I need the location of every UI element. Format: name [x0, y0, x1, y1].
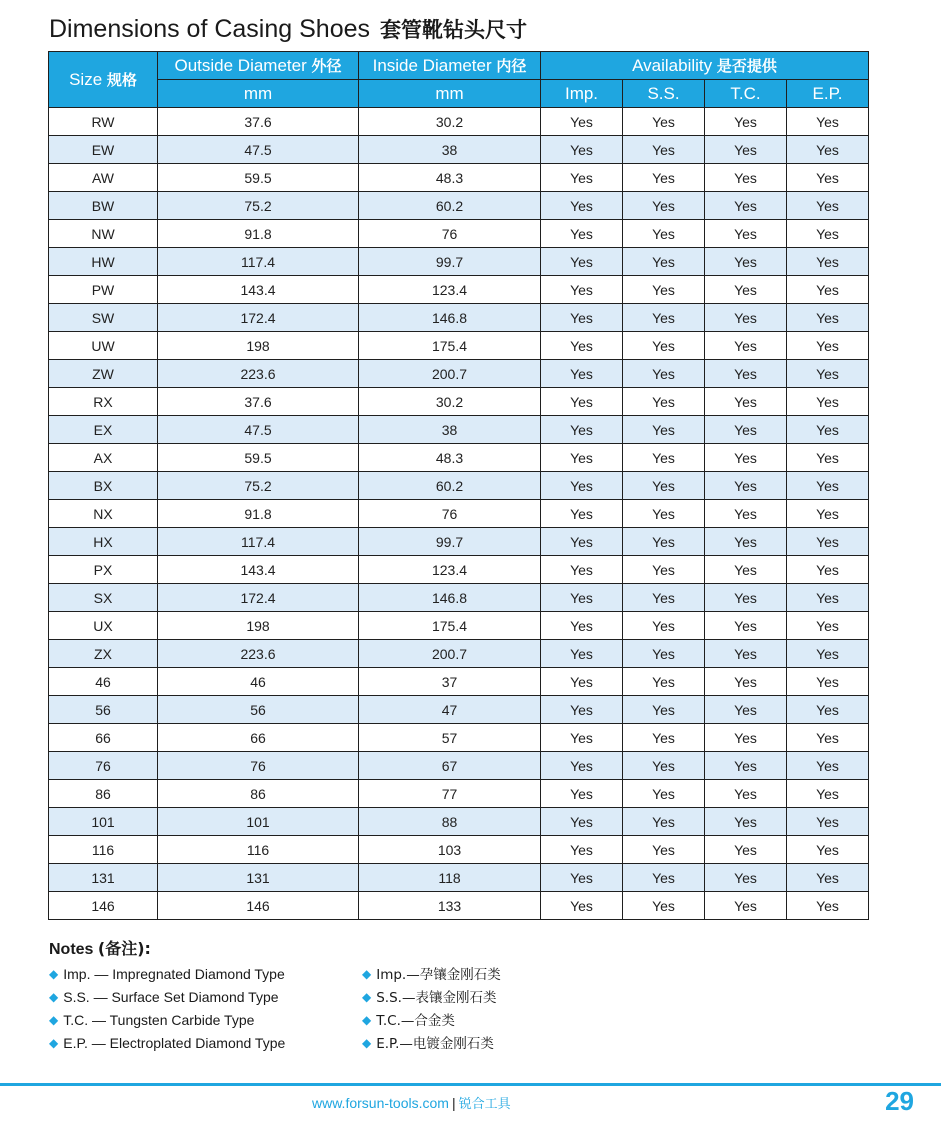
cell-ep: Yes	[787, 724, 869, 752]
cell-inside-diameter: 30.2	[359, 388, 541, 416]
note-item	[362, 963, 501, 986]
cell-ss: Yes	[623, 192, 705, 220]
table-row	[49, 836, 869, 864]
notes-title: Notes (备注):	[49, 939, 151, 958]
note-text: S.S. — Surface Set Diamond Type	[63, 989, 279, 1005]
cell-outside-diameter: 56	[158, 696, 359, 724]
cell-imp: Yes	[541, 416, 623, 444]
cell-tc: Yes	[705, 808, 787, 836]
cell-tc: Yes	[705, 584, 787, 612]
cell-size: 86	[49, 780, 158, 808]
cell-outside-diameter: 91.8	[158, 500, 359, 528]
note-item	[49, 1032, 285, 1055]
cell-ss: Yes	[623, 864, 705, 892]
cell-tc: Yes	[705, 696, 787, 724]
cell-imp: Yes	[541, 864, 623, 892]
table-row	[49, 108, 869, 136]
cell-ep: Yes	[787, 892, 869, 920]
cell-outside-diameter: 101	[158, 808, 359, 836]
cell-inside-diameter: 200.7	[359, 640, 541, 668]
cell-ss: Yes	[623, 752, 705, 780]
table-body	[49, 108, 869, 920]
cell-ss: Yes	[623, 528, 705, 556]
table-row	[49, 164, 869, 192]
cell-imp: Yes	[541, 108, 623, 136]
cell-ss: Yes	[623, 472, 705, 500]
cell-size: 146	[49, 892, 158, 920]
cell-inside-diameter: 200.7	[359, 360, 541, 388]
table-row	[49, 892, 869, 920]
page-number: 29	[885, 1086, 914, 1116]
cell-imp: Yes	[541, 612, 623, 640]
diamond-bullet-icon: ◆	[49, 1013, 59, 1027]
cell-outside-diameter: 59.5	[158, 164, 359, 192]
diamond-bullet-icon: ◆	[362, 967, 372, 981]
table-row	[49, 752, 869, 780]
cell-ss: Yes	[623, 696, 705, 724]
cell-inside-diameter: 76	[359, 220, 541, 248]
cell-size: 46	[49, 668, 158, 696]
cell-ss: Yes	[623, 724, 705, 752]
table-row	[49, 304, 869, 332]
cell-inside-diameter: 133	[359, 892, 541, 920]
cell-outside-diameter: 223.6	[158, 640, 359, 668]
cell-inside-diameter: 48.3	[359, 164, 541, 192]
cell-inside-diameter: 67	[359, 752, 541, 780]
cell-tc: Yes	[705, 304, 787, 332]
table-row	[49, 416, 869, 444]
cell-inside-diameter: 57	[359, 724, 541, 752]
cell-inside-diameter: 118	[359, 864, 541, 892]
cell-tc: Yes	[705, 248, 787, 276]
cell-imp: Yes	[541, 136, 623, 164]
cell-inside-diameter: 30.2	[359, 108, 541, 136]
cell-inside-diameter: 76	[359, 500, 541, 528]
table-row	[49, 724, 869, 752]
cell-outside-diameter: 47.5	[158, 416, 359, 444]
cell-size: EX	[49, 416, 158, 444]
notes-english-list	[49, 963, 285, 1055]
cell-tc: Yes	[705, 444, 787, 472]
note-item	[49, 1009, 285, 1032]
table-row	[49, 220, 869, 248]
cell-size: ZX	[49, 640, 158, 668]
cell-tc: Yes	[705, 192, 787, 220]
diamond-bullet-icon: ◆	[362, 1013, 372, 1027]
cell-size: 116	[49, 836, 158, 864]
footer-separator: |	[451, 1095, 456, 1111]
cell-inside-diameter: 77	[359, 780, 541, 808]
cell-outside-diameter: 76	[158, 752, 359, 780]
cell-inside-diameter: 123.4	[359, 276, 541, 304]
note-item	[362, 986, 501, 1009]
notes-chinese-list	[362, 963, 501, 1055]
header-od-unit: mm	[158, 80, 359, 108]
cell-inside-diameter: 38	[359, 136, 541, 164]
table-row	[49, 528, 869, 556]
cell-imp: Yes	[541, 556, 623, 584]
cell-inside-diameter: 47	[359, 696, 541, 724]
note-text: Imp.—孕镶金刚石类	[376, 967, 501, 983]
cell-inside-diameter: 146.8	[359, 584, 541, 612]
table-row	[49, 808, 869, 836]
table-row	[49, 192, 869, 220]
cell-imp: Yes	[541, 360, 623, 388]
cell-outside-diameter: 59.5	[158, 444, 359, 472]
note-text: E.P. — Electroplated Diamond Type	[63, 1035, 286, 1051]
cell-outside-diameter: 47.5	[158, 136, 359, 164]
cell-ep: Yes	[787, 584, 869, 612]
table-row	[49, 332, 869, 360]
cell-size: UW	[49, 332, 158, 360]
table-row	[49, 136, 869, 164]
cell-ss: Yes	[623, 836, 705, 864]
cell-inside-diameter: 146.8	[359, 304, 541, 332]
cell-outside-diameter: 86	[158, 780, 359, 808]
cell-ss: Yes	[623, 416, 705, 444]
diamond-bullet-icon: ◆	[362, 990, 372, 1004]
cell-size: NX	[49, 500, 158, 528]
cell-inside-diameter: 60.2	[359, 472, 541, 500]
cell-outside-diameter: 37.6	[158, 108, 359, 136]
cell-imp: Yes	[541, 472, 623, 500]
table-row	[49, 444, 869, 472]
cell-tc: Yes	[705, 892, 787, 920]
cell-imp: Yes	[541, 528, 623, 556]
cell-outside-diameter: 37.6	[158, 388, 359, 416]
cell-ss: Yes	[623, 780, 705, 808]
note-text: T.C.—合金类	[376, 1013, 455, 1029]
cell-ss: Yes	[623, 668, 705, 696]
cell-imp: Yes	[541, 220, 623, 248]
header-type-imp: Imp.	[541, 80, 623, 108]
cell-tc: Yes	[705, 864, 787, 892]
footer	[312, 1093, 511, 1112]
note-text: S.S.—表镶金刚石类	[376, 990, 497, 1006]
header-type-ep: E.P.	[787, 80, 869, 108]
table-row	[49, 388, 869, 416]
cell-tc: Yes	[705, 416, 787, 444]
casing-shoe-dimensions-table	[48, 51, 869, 920]
cell-imp: Yes	[541, 164, 623, 192]
cell-imp: Yes	[541, 332, 623, 360]
cell-ep: Yes	[787, 304, 869, 332]
cell-outside-diameter: 75.2	[158, 192, 359, 220]
header-id-unit: mm	[359, 80, 541, 108]
cell-ep: Yes	[787, 248, 869, 276]
table-row	[49, 500, 869, 528]
cell-size: RW	[49, 108, 158, 136]
cell-ss: Yes	[623, 388, 705, 416]
cell-outside-diameter: 143.4	[158, 276, 359, 304]
cell-tc: Yes	[705, 780, 787, 808]
cell-imp: Yes	[541, 444, 623, 472]
table-row	[49, 864, 869, 892]
cell-ep: Yes	[787, 276, 869, 304]
cell-size: 76	[49, 752, 158, 780]
note-text: Imp. — Impregnated Diamond Type	[63, 966, 285, 982]
cell-ss: Yes	[623, 248, 705, 276]
cell-outside-diameter: 223.6	[158, 360, 359, 388]
cell-ss: Yes	[623, 136, 705, 164]
footer-website: www.forsun-tools.com	[312, 1095, 449, 1111]
cell-ep: Yes	[787, 332, 869, 360]
note-item	[49, 986, 285, 1009]
cell-tc: Yes	[705, 500, 787, 528]
cell-ep: Yes	[787, 864, 869, 892]
cell-ss: Yes	[623, 304, 705, 332]
cell-ep: Yes	[787, 528, 869, 556]
cell-tc: Yes	[705, 360, 787, 388]
cell-size: AW	[49, 164, 158, 192]
cell-imp: Yes	[541, 640, 623, 668]
header-size: Size 规格	[49, 52, 158, 108]
cell-ep: Yes	[787, 220, 869, 248]
cell-size: 56	[49, 696, 158, 724]
cell-ep: Yes	[787, 668, 869, 696]
table-row	[49, 472, 869, 500]
cell-size: RX	[49, 388, 158, 416]
cell-ss: Yes	[623, 556, 705, 584]
cell-tc: Yes	[705, 836, 787, 864]
cell-tc: Yes	[705, 108, 787, 136]
cell-ep: Yes	[787, 780, 869, 808]
footer-divider	[0, 1083, 941, 1086]
cell-imp: Yes	[541, 780, 623, 808]
cell-ss: Yes	[623, 276, 705, 304]
cell-tc: Yes	[705, 164, 787, 192]
cell-outside-diameter: 46	[158, 668, 359, 696]
cell-inside-diameter: 88	[359, 808, 541, 836]
cell-inside-diameter: 175.4	[359, 612, 541, 640]
cell-outside-diameter: 143.4	[158, 556, 359, 584]
cell-size: UX	[49, 612, 158, 640]
cell-ep: Yes	[787, 472, 869, 500]
cell-size: SX	[49, 584, 158, 612]
cell-tc: Yes	[705, 556, 787, 584]
cell-ep: Yes	[787, 388, 869, 416]
cell-ep: Yes	[787, 696, 869, 724]
cell-size: SW	[49, 304, 158, 332]
diamond-bullet-icon: ◆	[362, 1036, 372, 1050]
header-availability: Availability 是否提供	[541, 52, 869, 80]
cell-ep: Yes	[787, 136, 869, 164]
page-title-cn: 套管靴钻头尺寸	[380, 18, 527, 42]
note-item	[362, 1009, 501, 1032]
cell-tc: Yes	[705, 612, 787, 640]
cell-ss: Yes	[623, 892, 705, 920]
table-row	[49, 696, 869, 724]
cell-outside-diameter: 131	[158, 864, 359, 892]
cell-tc: Yes	[705, 472, 787, 500]
cell-imp: Yes	[541, 724, 623, 752]
cell-tc: Yes	[705, 724, 787, 752]
cell-size: 66	[49, 724, 158, 752]
cell-inside-diameter: 103	[359, 836, 541, 864]
cell-ss: Yes	[623, 444, 705, 472]
table-row	[49, 612, 869, 640]
cell-imp: Yes	[541, 192, 623, 220]
cell-ep: Yes	[787, 556, 869, 584]
cell-ss: Yes	[623, 332, 705, 360]
header-outside-diameter: Outside Diameter 外径	[158, 52, 359, 80]
page-title	[49, 14, 527, 44]
table-row	[49, 780, 869, 808]
cell-tc: Yes	[705, 332, 787, 360]
cell-size: 101	[49, 808, 158, 836]
header-inside-diameter: Inside Diameter 内径	[359, 52, 541, 80]
cell-outside-diameter: 91.8	[158, 220, 359, 248]
header-type-tc: T.C.	[705, 80, 787, 108]
cell-size: HX	[49, 528, 158, 556]
cell-size: PW	[49, 276, 158, 304]
cell-inside-diameter: 99.7	[359, 248, 541, 276]
table-header	[49, 52, 869, 108]
cell-size: 131	[49, 864, 158, 892]
cell-ep: Yes	[787, 360, 869, 388]
cell-size: AX	[49, 444, 158, 472]
cell-ss: Yes	[623, 612, 705, 640]
cell-imp: Yes	[541, 808, 623, 836]
cell-inside-diameter: 175.4	[359, 332, 541, 360]
cell-ss: Yes	[623, 360, 705, 388]
cell-inside-diameter: 60.2	[359, 192, 541, 220]
cell-tc: Yes	[705, 276, 787, 304]
cell-imp: Yes	[541, 248, 623, 276]
cell-ss: Yes	[623, 808, 705, 836]
cell-ep: Yes	[787, 108, 869, 136]
cell-ep: Yes	[787, 808, 869, 836]
cell-imp: Yes	[541, 276, 623, 304]
cell-ep: Yes	[787, 500, 869, 528]
note-item	[362, 1032, 501, 1055]
cell-size: HW	[49, 248, 158, 276]
cell-inside-diameter: 37	[359, 668, 541, 696]
diamond-bullet-icon: ◆	[49, 1036, 59, 1050]
table-row	[49, 640, 869, 668]
cell-size: BX	[49, 472, 158, 500]
cell-inside-diameter: 99.7	[359, 528, 541, 556]
cell-imp: Yes	[541, 500, 623, 528]
note-item	[49, 963, 285, 986]
table-row	[49, 668, 869, 696]
cell-outside-diameter: 117.4	[158, 528, 359, 556]
cell-size: BW	[49, 192, 158, 220]
cell-inside-diameter: 48.3	[359, 444, 541, 472]
note-text: E.P.—电镀金刚石类	[376, 1036, 494, 1052]
cell-size: ZW	[49, 360, 158, 388]
cell-size: PX	[49, 556, 158, 584]
cell-ep: Yes	[787, 444, 869, 472]
cell-tc: Yes	[705, 752, 787, 780]
table-row	[49, 556, 869, 584]
header-type-ss: S.S.	[623, 80, 705, 108]
notes-section	[49, 936, 609, 1059]
cell-ss: Yes	[623, 640, 705, 668]
table-row	[49, 360, 869, 388]
cell-imp: Yes	[541, 892, 623, 920]
page-title-en: Dimensions of Casing Shoes	[49, 15, 370, 43]
cell-ep: Yes	[787, 752, 869, 780]
cell-inside-diameter: 38	[359, 416, 541, 444]
cell-ss: Yes	[623, 220, 705, 248]
cell-imp: Yes	[541, 584, 623, 612]
cell-tc: Yes	[705, 220, 787, 248]
cell-outside-diameter: 198	[158, 332, 359, 360]
cell-size: NW	[49, 220, 158, 248]
cell-ss: Yes	[623, 500, 705, 528]
cell-imp: Yes	[541, 696, 623, 724]
cell-size: EW	[49, 136, 158, 164]
cell-ep: Yes	[787, 416, 869, 444]
cell-inside-diameter: 123.4	[359, 556, 541, 584]
diamond-bullet-icon: ◆	[49, 967, 59, 981]
cell-tc: Yes	[705, 668, 787, 696]
cell-outside-diameter: 172.4	[158, 304, 359, 332]
cell-outside-diameter: 172.4	[158, 584, 359, 612]
cell-outside-diameter: 66	[158, 724, 359, 752]
cell-ep: Yes	[787, 192, 869, 220]
cell-ep: Yes	[787, 836, 869, 864]
cell-outside-diameter: 146	[158, 892, 359, 920]
cell-ss: Yes	[623, 108, 705, 136]
diamond-bullet-icon: ◆	[49, 990, 59, 1004]
note-text: T.C. — Tungsten Carbide Type	[63, 1012, 255, 1028]
table-row	[49, 248, 869, 276]
cell-imp: Yes	[541, 668, 623, 696]
cell-tc: Yes	[705, 388, 787, 416]
table-row	[49, 276, 869, 304]
cell-ep: Yes	[787, 640, 869, 668]
cell-outside-diameter: 116	[158, 836, 359, 864]
cell-outside-diameter: 117.4	[158, 248, 359, 276]
cell-tc: Yes	[705, 528, 787, 556]
cell-outside-diameter: 198	[158, 612, 359, 640]
cell-outside-diameter: 75.2	[158, 472, 359, 500]
footer-brand: 锐合工具	[458, 1097, 511, 1112]
cell-tc: Yes	[705, 640, 787, 668]
cell-ep: Yes	[787, 612, 869, 640]
cell-ss: Yes	[623, 164, 705, 192]
cell-tc: Yes	[705, 136, 787, 164]
cell-imp: Yes	[541, 388, 623, 416]
cell-ep: Yes	[787, 164, 869, 192]
table-row	[49, 584, 869, 612]
cell-imp: Yes	[541, 836, 623, 864]
cell-ss: Yes	[623, 584, 705, 612]
cell-imp: Yes	[541, 752, 623, 780]
cell-imp: Yes	[541, 304, 623, 332]
